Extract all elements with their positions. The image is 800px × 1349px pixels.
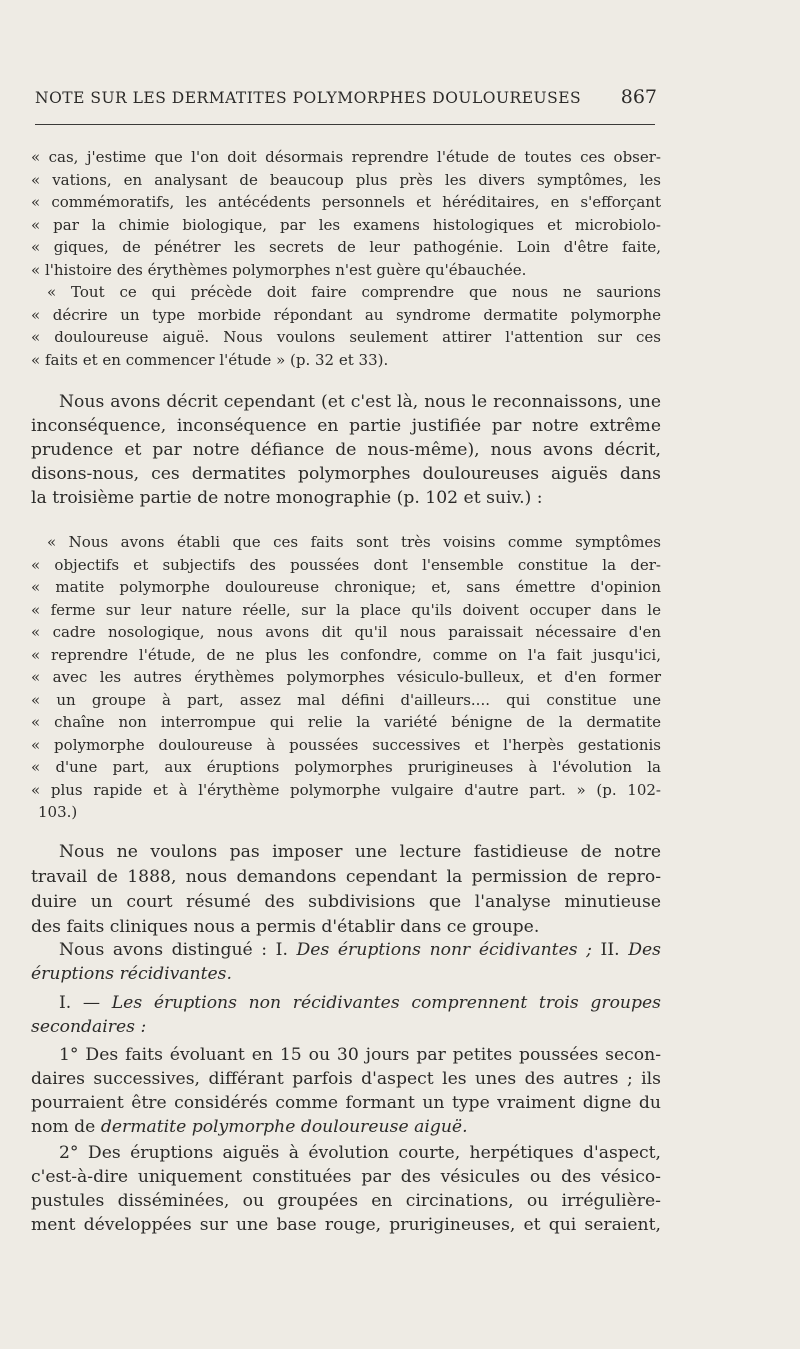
text-line: ment développées sur une base rouge, prurigineuses, et qui seraient, — [31, 1215, 661, 1235]
text-line: « Tout ce qui précède doit faire comprendre que nous ne saurions — [47, 283, 661, 301]
text-line: « avec les autres érythèmes polymorphes vésiculo-bulleux, et d'en former — [31, 668, 661, 686]
text-line: « objectifs et subjectifs des poussées dont l'ensemble constitue la der- — [31, 555, 661, 574]
text-line: pustules disséminées, ou groupées en circinations, ou irrégulière- — [31, 1191, 661, 1211]
text-run: Nous avons distingué : I. — [59, 940, 297, 960]
header-rule — [35, 124, 655, 125]
text-line: « commémoratifs, les antécédents personnels et héréditaires, en s'efforçant — [31, 193, 661, 211]
text-line: 2° Des éruptions aiguës à évolution courte, herpétiques d'aspect, — [59, 1143, 661, 1163]
italic-run: Des éruptions nonr écidivantes ; — [296, 940, 592, 960]
text-line: 1° Des faits évoluant en 15 ou 30 jours par petites poussées secon- — [59, 1045, 661, 1065]
italic-run: Les éruptions non récidivantes comprennent trois groupes — [111, 993, 662, 1013]
text-line — [31, 1115, 661, 1139]
text-line: duire un court résumé des subdivisions que l'analyse minutieuse — [31, 892, 661, 912]
text-line: « matite polymorphe douloureuse chronique; et, sans émettre d'opinion — [31, 578, 661, 596]
text-line — [59, 991, 661, 1015]
text-line: la troisième partie de notre monographie (p. 102 et suiv.) : — [31, 488, 543, 508]
text-line — [59, 938, 661, 962]
text-line: « reprendre l'étude, de ne plus les confondre, comme on l'a fait jusqu'ici, — [31, 645, 661, 664]
text-line: « d'une part, aux éruptions polymorphes prurigineuses à l'évolution la — [31, 758, 661, 776]
text-run: I. — — [59, 993, 112, 1013]
text-line: c'est-à-dire uniquement constituées par des vésicules ou des vésico- — [31, 1167, 661, 1187]
text-line: prudence et par notre défiance de nous-même), nous avons décrit, — [31, 440, 661, 460]
text-line: secondaires : — [31, 1017, 147, 1037]
text-line: « faits et en commencer l'étude » (p. 32 et 33). — [31, 350, 389, 369]
text-line: « l'histoire des érythèmes polymorphes n'est guère qu'ébauchée. — [31, 260, 527, 279]
text-line: « ferme sur leur nature réelle, sur la place qu'ils doivent occuper dans le — [31, 600, 661, 619]
text-line: « par la chimie biologique, par les examens histologiques et microbiolo- — [31, 215, 661, 234]
text-line: « Nous avons établi que ces faits sont très voisins comme symptômes — [47, 533, 661, 551]
text-line: « polymorphe douloureuse à poussées successives et l'herpès gestationis — [31, 735, 661, 754]
text-line: « décrire un type morbide répondant au syndrome dermatite polymorphe — [31, 305, 661, 324]
text-line: 103.) — [38, 803, 78, 821]
text-line: « un groupe à part, assez mal défini d'ailleurs.... qui constitue une — [31, 690, 661, 709]
italic-run: Des — [628, 940, 661, 960]
text-line: travail de 1888, nous demandons cependant la permission de repro- — [31, 867, 661, 887]
text-line: « plus rapide et à l'érythème polymorphe vulgaire d'autre part. » (p. 102- — [31, 780, 661, 799]
text-line: « vations, en analysant de beaucoup plus près les divers symptômes, les — [31, 170, 661, 189]
text-line: daires successives, différant parfois d'aspect les unes des autres ; ils — [31, 1069, 661, 1089]
text-line: « cas, j'estime que l'on doit désormais reprendre l'étude de toutes ces obser- — [31, 148, 661, 166]
text-line: Nous ne voulons pas imposer une lecture fastidieuse de notre — [59, 842, 661, 862]
text-line: « douloureuse aiguë. Nous voulons seulement attirer l'attention sur ces — [31, 328, 661, 346]
text-line: « cadre nosologique, nous avons dit qu'il nous paraissait nécessaire d'en — [31, 623, 661, 641]
text-line: pourraient être considérés comme formant un type vraiment digne du — [31, 1093, 661, 1113]
text-run: II. — [591, 940, 629, 960]
text-line: disons-nous, ces dermatites polymorphes douloureuses aiguës dans — [31, 464, 661, 484]
running-title: NOTE SUR LES DERMATITES POLYMORPHES DOULOUREUSES — [35, 89, 582, 107]
text-line: inconséquence, inconséquence en partie justifiée par notre extrême — [31, 416, 661, 436]
text-line: Nous avons décrit cependant (et c'est là, nous le reconnaissons, une — [59, 392, 661, 412]
page-number: 867 — [620, 86, 657, 108]
text-line: éruptions récidivantes. — [31, 964, 232, 984]
italic-run: dermatite polymorphe douloureuse aiguë. — [100, 1117, 468, 1137]
text-line: des faits cliniques nous a permis d'établir dans ce groupe. — [31, 917, 540, 937]
text-line: « chaîne non interrompue qui relie la variété bénigne de la dermatite — [31, 713, 661, 731]
running-head — [35, 86, 657, 108]
text-line: « giques, de pénétrer les secrets de leur pathogénie. Loin d'être faite, — [31, 238, 661, 256]
text-run: nom de — [31, 1117, 101, 1137]
